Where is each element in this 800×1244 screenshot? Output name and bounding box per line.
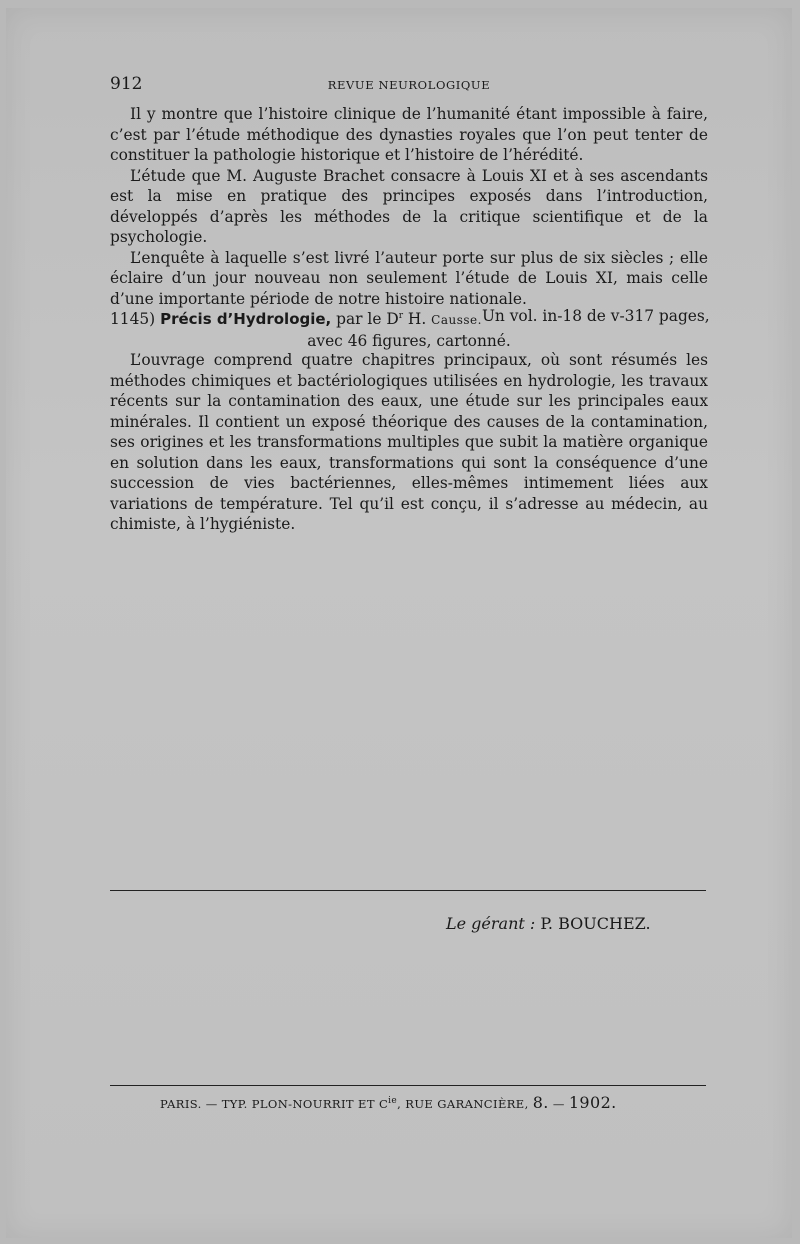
footer-divider <box>110 1085 706 1086</box>
printer-dash: — <box>552 1097 565 1111</box>
entry-author-sup: r <box>398 311 404 321</box>
entry-author-name: Causse. <box>431 313 482 328</box>
review-paragraph: Il y montre que l’histoire clinique de l’humanité étant impossible à faire, c’est par l’étude méthodique des dynasties royales que l’on peut tenter de constituer la pathologie historique et l’histoire de l’hérédité. <box>110 105 708 164</box>
review-paragraph: L’étude que M. Auguste Brachet consacre à Louis XI et à ses ascendants est la mise en pratique des principes exposés dans l’introduction, développés d’après les méthodes de la critique scientifique et de la psychologie. <box>110 166 708 246</box>
entry-details-line1: Un vol. in-18 de v-317 pages, <box>481 307 710 325</box>
page-number: 912 <box>110 74 143 94</box>
signature <box>446 914 651 933</box>
entry-number: 1145) <box>110 310 156 329</box>
signature-label: Le gérant : <box>446 914 536 933</box>
printer-imprint <box>160 1093 617 1112</box>
bibliographic-entry <box>110 306 708 351</box>
signature-name: P. BOUCHEZ. <box>540 914 651 933</box>
printer-address: , RUE GARANCIÈRE, <box>397 1097 529 1111</box>
page-header <box>110 74 708 98</box>
review-body <box>110 104 708 309</box>
printer-text: PARIS. — TYP. PLON-NOURRIT ET C <box>160 1097 389 1111</box>
journal-title: REVUE NEUROLOGIQUE <box>327 78 491 92</box>
entry-title: Précis d’Hydrologie, <box>160 310 332 329</box>
summary-body <box>110 350 708 535</box>
summary-paragraph: L’ouvrage comprend quatre chapitres principaux, où sont résumés les méthodes chimiques et bactériologiques utilisées en hydrologie, les travaux récents sur la contamination des eaux, une étude sur les principales eaux minérales. Il contient un exposé théorique des causes de la contamination, ses origines et les transformations multiples que subit la matière organique en solution dans les eaux, transformations qui sont la conséquence d’une succession de vies bactériennes, elles-mêmes intimement liées aux variations de température. Tel qu’il est conçu, il s’adresse au médecin, au chimiste, à l’hygiéniste. <box>110 351 708 533</box>
printer-sup: ie <box>388 1096 398 1107</box>
entry-details-line2: avec 46 figures, cartonné. <box>307 331 511 350</box>
printer-street-number: 8. <box>532 1093 549 1112</box>
entry-author-prefix: par le D <box>336 310 399 329</box>
printer-year: 1902. <box>568 1093 617 1112</box>
review-paragraph: L’enquête à laquelle s’est livré l’auteur porte sur plus de six siècles ; elle éclaire d’un jour nouveau non seulement l’étude de Louis XI, mais celle d’une importante période de notre histoire nationale. <box>110 248 708 308</box>
entry-author-initial: H. <box>407 310 427 329</box>
section-divider <box>110 890 706 891</box>
